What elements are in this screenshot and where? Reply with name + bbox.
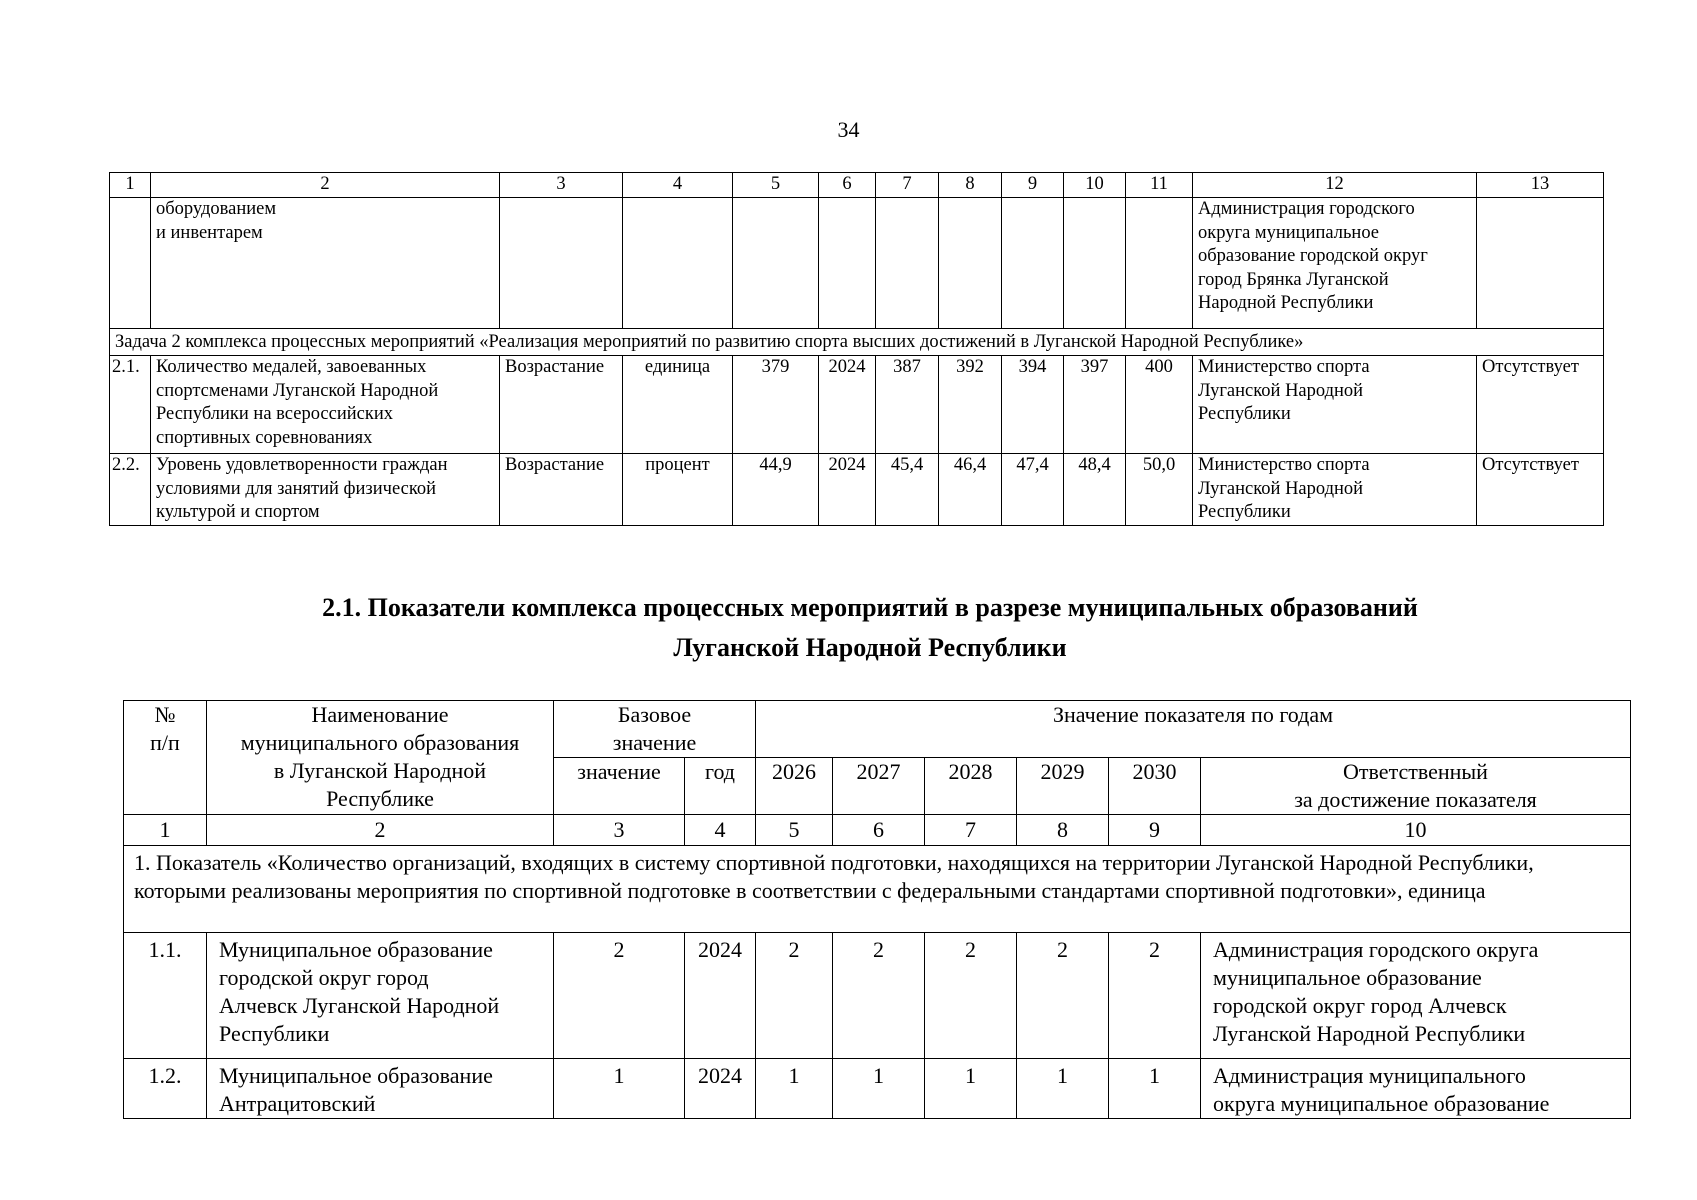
- col-number: 4: [623, 173, 733, 198]
- table-row: [110, 454, 1604, 526]
- municipal-indicators-table: [123, 700, 1631, 1119]
- table-row: [124, 1059, 1631, 1119]
- column-number-row: [124, 815, 1631, 846]
- row-number: 1.2.: [124, 1059, 207, 1119]
- header-base: Базовое значение: [554, 701, 756, 758]
- indicator-name: Количество медалей, завоеванных спортсменами Луганской Народной Республики на всероссийских спортивных соревнованиях: [151, 356, 500, 454]
- indicators-table: [109, 172, 1604, 526]
- header-name: Наименование муниципального образования в Луганской Народной Республике: [207, 701, 554, 815]
- value: 48,4: [1064, 454, 1126, 526]
- col-number: 7: [876, 173, 939, 198]
- col-number: 9: [1109, 815, 1201, 846]
- col-number: 1: [124, 815, 207, 846]
- row-number: 2.1.: [110, 356, 151, 454]
- header-year: год: [685, 758, 756, 815]
- col-number: 10: [1201, 815, 1631, 846]
- base-value: 2: [554, 933, 685, 1059]
- header-year-2030: 2030: [1109, 758, 1201, 815]
- col-number: 7: [925, 815, 1017, 846]
- base-year: 2024: [685, 1059, 756, 1119]
- header-responsible: Ответственный за достижение показателя: [1201, 758, 1631, 815]
- value: 392: [939, 356, 1002, 454]
- row-number: 1.1.: [124, 933, 207, 1059]
- task-row: [110, 329, 1604, 356]
- header-year-2029: 2029: [1017, 758, 1109, 815]
- value-2028: 2: [925, 933, 1017, 1059]
- table-row: [110, 356, 1604, 454]
- unit: единица: [623, 356, 733, 454]
- value: 394: [1002, 356, 1064, 454]
- value: 397: [1064, 356, 1126, 454]
- municipality-name: Муниципальное образование городской округ город Алчевск Луганской Народной Республики: [207, 933, 554, 1059]
- value-2026: 1: [756, 1059, 833, 1119]
- trend: Возрастание: [500, 454, 623, 526]
- col-number: 4: [685, 815, 756, 846]
- table-row: [124, 933, 1631, 1059]
- base-year: 2024: [819, 454, 876, 526]
- municipality-name: Муниципальное образование Антрацитовский: [207, 1059, 554, 1119]
- continuation-row: [110, 198, 1604, 329]
- indicator-row: [124, 846, 1631, 933]
- col-number: 12: [1193, 173, 1477, 198]
- col-number: 6: [833, 815, 925, 846]
- value-2027: 2: [833, 933, 925, 1059]
- value-2029: 2: [1017, 933, 1109, 1059]
- base-year: 2024: [819, 356, 876, 454]
- value: 47,4: [1002, 454, 1064, 526]
- col-number: 10: [1064, 173, 1126, 198]
- header-by-years: Значение показателя по годам: [756, 701, 1631, 758]
- responsible: Министерство спорта Луганской Народной Республики: [1193, 454, 1477, 526]
- indicator-name: оборудованием и инвентарем: [151, 198, 500, 329]
- col-number: 11: [1126, 173, 1193, 198]
- value: 50,0: [1126, 454, 1193, 526]
- value-2026: 2: [756, 933, 833, 1059]
- responsible: Администрация городского округа муниципальное образование городской округ город Брянка Луганской Народной Республики: [1193, 198, 1477, 329]
- header-row: [124, 701, 1631, 758]
- col-number: 2: [207, 815, 554, 846]
- col-number: 5: [733, 173, 819, 198]
- indicator-name: Уровень удовлетворенности граждан условиями для занятий физической культурой и спортом: [151, 454, 500, 526]
- value-2029: 1: [1017, 1059, 1109, 1119]
- col-number: 2: [151, 173, 500, 198]
- indicator-title: 1. Показатель «Количество организаций, входящих в систему спортивной подготовки, находящихся на территории Луганской Народной Республики, которыми реализованы мероприятия по спортивной подготовке в соответствии с федеральными стандартами спортивной подготовки», единица: [124, 846, 1631, 933]
- value-2030: 2: [1109, 933, 1201, 1059]
- row-number: 2.2.: [110, 454, 151, 526]
- value-2027: 1: [833, 1059, 925, 1119]
- col-number: 8: [1017, 815, 1109, 846]
- responsible: Администрация муниципального округа муниципальное образование: [1201, 1059, 1631, 1119]
- value: 46,4: [939, 454, 1002, 526]
- section-title: 2.1. Показатели комплекса процессных мероприятий в разрезе муниципальных образований Луганской Народной Республики: [322, 593, 1418, 662]
- col-number: 9: [1002, 173, 1064, 198]
- task-title: Задача 2 комплекса процессных мероприятий «Реализация мероприятий по развитию спорта высших достижений в Луганской Народной Республике»: [110, 329, 1604, 356]
- value: 387: [876, 356, 939, 454]
- col-number: 13: [1477, 173, 1604, 198]
- responsible: Министерство спорта Луганской Народной Республики: [1193, 356, 1477, 454]
- unit: процент: [623, 454, 733, 526]
- responsible: Администрация городского округа муниципальное образование городской округ город Алчевск Луганской Народной Республики: [1201, 933, 1631, 1059]
- value: 45,4: [876, 454, 939, 526]
- base-value: 1: [554, 1059, 685, 1119]
- base-year: 2024: [685, 933, 756, 1059]
- trend: Возрастание: [500, 356, 623, 454]
- header-year-2027: 2027: [833, 758, 925, 815]
- link: Отсутствует: [1477, 454, 1604, 526]
- column-number-row: [110, 173, 1604, 198]
- header-num: № п/п: [124, 701, 207, 815]
- col-number: 1: [110, 173, 151, 198]
- base-value: 379: [733, 356, 819, 454]
- header-year-2026: 2026: [756, 758, 833, 815]
- col-number: 6: [819, 173, 876, 198]
- col-number: 3: [500, 173, 623, 198]
- link: Отсутствует: [1477, 356, 1604, 454]
- page-number: 34: [837, 117, 860, 142]
- header-value: значение: [554, 758, 685, 815]
- value-2028: 1: [925, 1059, 1017, 1119]
- header-year-2028: 2028: [925, 758, 1017, 815]
- value-2030: 1: [1109, 1059, 1201, 1119]
- value: 400: [1126, 356, 1193, 454]
- col-number: 3: [554, 815, 685, 846]
- base-value: 44,9: [733, 454, 819, 526]
- col-number: 5: [756, 815, 833, 846]
- col-number: 8: [939, 173, 1002, 198]
